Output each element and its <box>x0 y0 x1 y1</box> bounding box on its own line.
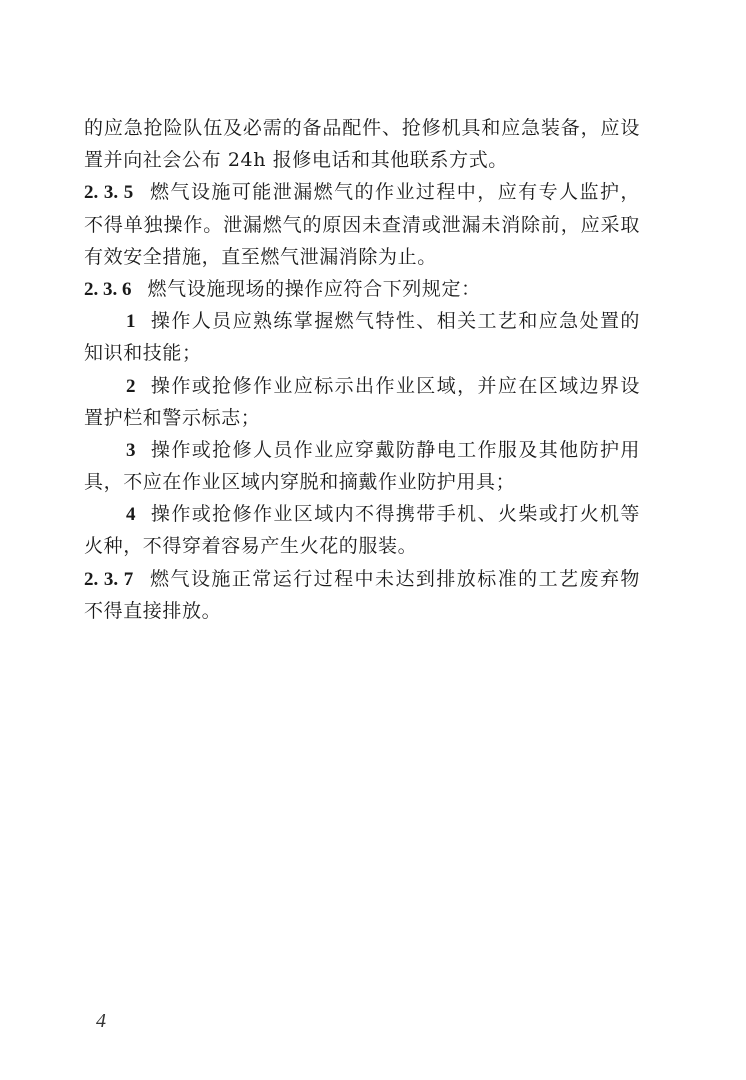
item-number: 2 <box>126 375 137 397</box>
item-text: 操作或抢修人员作业应穿戴防静电工作服及其他防护用 <box>150 438 640 461</box>
page-number: 4 <box>96 1010 106 1032</box>
clause-2-3-7-first-line <box>84 563 640 595</box>
item-text: 操作或抢修作业应标示出作业区域，并应在区域边界设 <box>150 374 640 397</box>
clause-2-3-5-first-line <box>84 176 640 208</box>
clause-text: 燃气设施现场的操作应符合下列规定： <box>147 277 481 300</box>
item-1-first-line <box>84 305 640 337</box>
item-2-line-2: 置护栏和警示标志； <box>84 406 261 429</box>
clause-number: 2. 3. 5 <box>84 182 134 204</box>
clause-text: 燃气设施正常运行过程中未达到排放标准的工艺废弃物 <box>149 567 640 590</box>
item-1-line-2: 知识和技能； <box>84 342 202 365</box>
item-2-first-line <box>84 370 640 402</box>
item-number: 1 <box>126 311 137 333</box>
clause-2-3-5-line-3: 有效安全措施，直至燃气泄漏消除为止。 <box>84 245 437 268</box>
clause-2-3-5-line-2: 不得单独操作。泄漏燃气的原因未查清或泄漏未消除前，应采取 <box>84 213 640 236</box>
clause-number: 2. 3. 6 <box>84 278 132 300</box>
intro-line-2: 置并向社会公布 24h 报修电话和其他联系方式。 <box>84 149 508 172</box>
item-text: 操作或抢修作业区域内不得携带手机、火柴或打火机等 <box>150 503 640 526</box>
clause-2-3-7-line-2: 不得直接排放。 <box>84 599 222 622</box>
item-4-line-2: 火种，不得穿着容易产生火花的服装。 <box>84 535 418 558</box>
clause-2-3-6-first-line <box>84 273 640 305</box>
item-text: 操作人员应熟练掌握燃气特性、相关工艺和应急处置的 <box>150 310 640 333</box>
item-4-first-line <box>84 498 640 530</box>
item-3-line-2: 具，不应在作业区域内穿脱和摘戴作业防护用具； <box>84 471 516 494</box>
item-number: 4 <box>126 504 137 526</box>
intro-line-1: 的应急抢险队伍及必需的备品配件、抢修机具和应急装备，应设 <box>84 117 640 139</box>
document-body <box>84 112 640 627</box>
item-3-first-line <box>84 434 640 466</box>
clause-number: 2. 3. 7 <box>84 568 134 590</box>
item-number: 3 <box>126 439 137 461</box>
clause-text: 燃气设施可能泄漏燃气的作业过程中，应有专人监护， <box>149 181 640 204</box>
